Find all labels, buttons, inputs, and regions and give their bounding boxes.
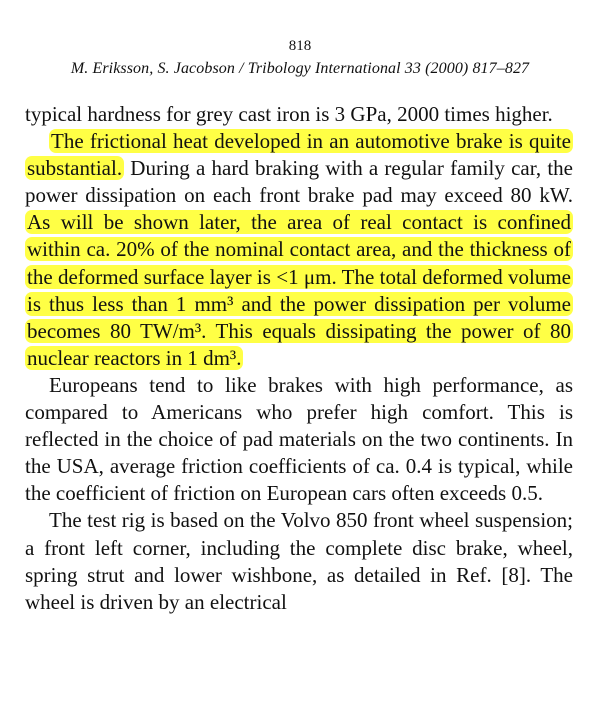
text-segment: The test rig is based on the Volvo 850 front wheel suspension; a front left corner, including the complete disc brake, wheel, spring strut and lower wishbone, as detailed in Ref. [8]. The wheel is driven by an electrical [25, 508, 573, 614]
paragraph-1 [25, 101, 573, 128]
body-text [25, 101, 573, 616]
paragraph-4 [25, 507, 573, 615]
highlighted-text: As will be shown later, the area of real contact is confined within ca. 20% of the nominal contact area, and the thickness of the deformed surface layer is <1 μm. The total deformed volume is thus less than 1 mm³ and the power dissipation per volume becomes 80 TW/m³. This equals dissipating the power of 80 nuclear reactors in 1 dm³. [27, 210, 571, 370]
running-header: M. Eriksson, S. Jacobson / Tribology International 33 (2000) 817–827 [70, 60, 530, 77]
text-segment: typical hardness for grey cast iron is 3 GPa, 2000 times higher. [25, 102, 553, 126]
paragraph-3 [25, 372, 573, 507]
text-segment: Europeans tend to like brakes with high performance, as compared to Americans who prefer high comfort. This is reflected in the choice of pad materials on the two continents. In the USA, average friction coefficients of ca. 0.4 is typical, while the coefficient of friction on European cars often exceeds 0.5. [25, 372, 573, 506]
text-segment: During a hard braking with a regular family car, the power dissipation on each front brake pad may exceed 80 kW. [25, 156, 573, 208]
highlighted-text: The frictional heat developed in an automotive brake is quite substantial. [27, 129, 571, 181]
paragraph-2 [25, 128, 573, 372]
page-number: 818 [288, 38, 312, 54]
